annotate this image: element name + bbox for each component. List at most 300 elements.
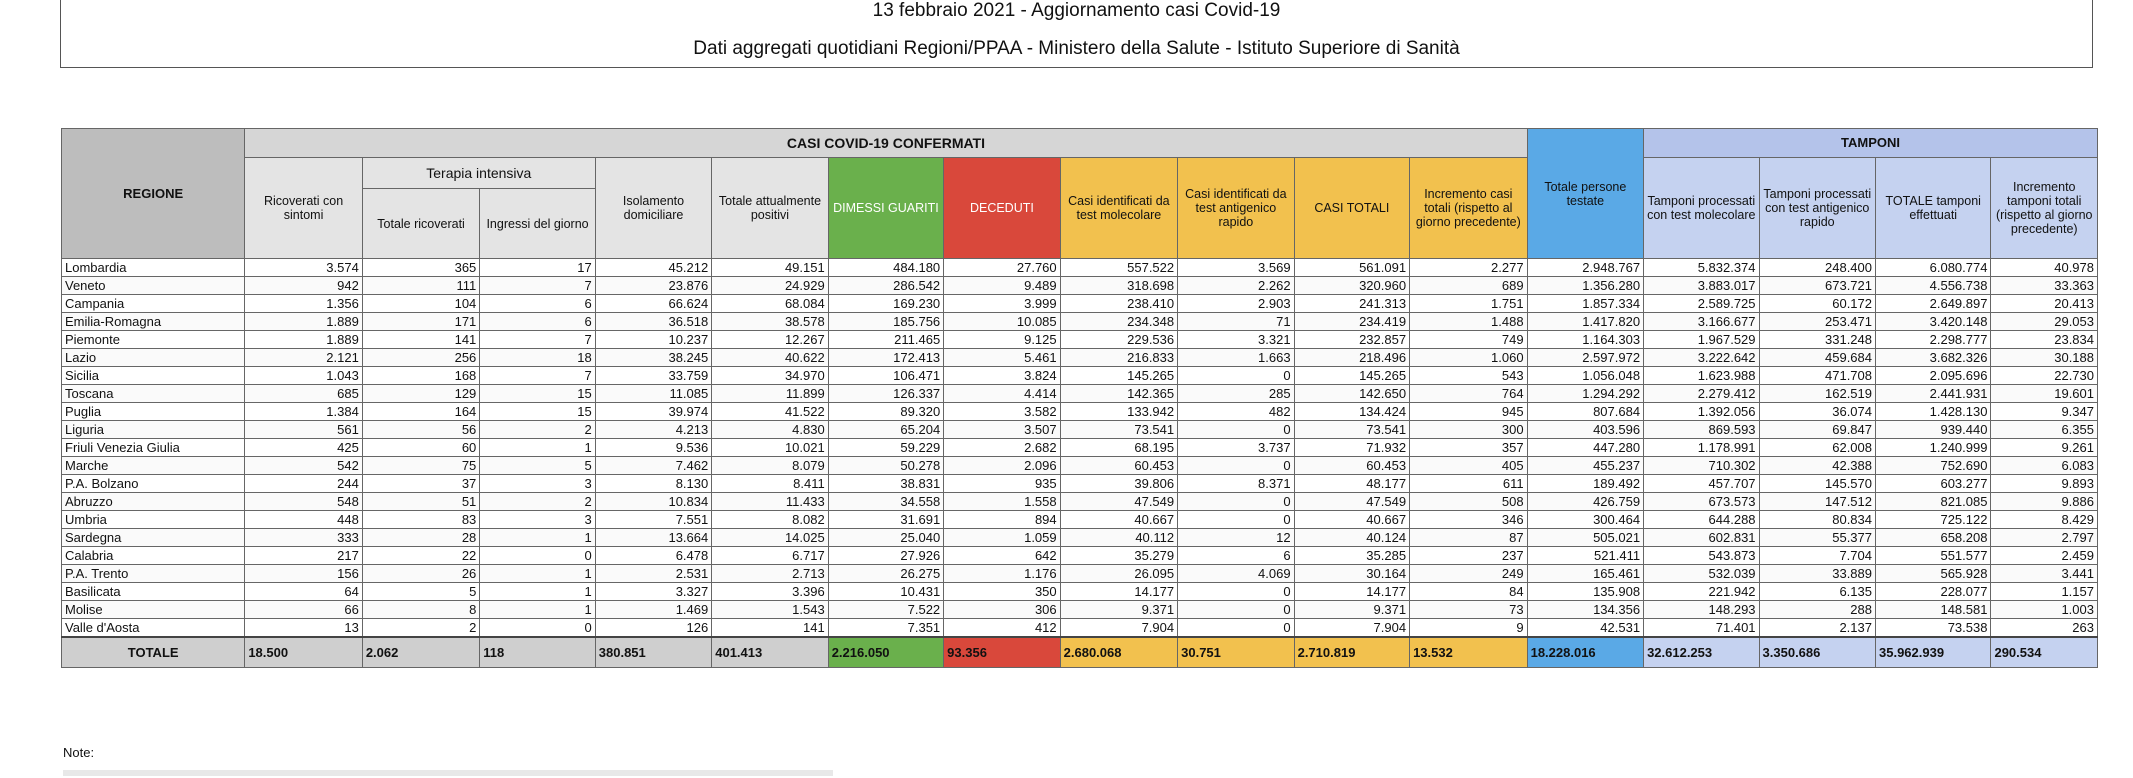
cell-ingressi-giorno: 3: [480, 475, 595, 493]
header-tamponi-totale: TOTALE tamponi effettuati: [1876, 158, 1991, 259]
cell-dimessi-guariti: 7.351: [828, 619, 943, 638]
cell-casi-molecolare: 238.410: [1060, 295, 1177, 313]
cell-incremento-casi: 87: [1410, 529, 1528, 547]
cell-tamponi-antigenico: 471.708: [1759, 367, 1875, 385]
cell-ricoverati: 13: [245, 619, 362, 638]
cell-casi-totali: 73.541: [1294, 421, 1409, 439]
cell-dimessi-guariti: 31.691: [828, 511, 943, 529]
cell-tamponi-antigenico: 145.570: [1759, 475, 1875, 493]
cell-terapia-intensiva: 2: [362, 619, 479, 638]
cell-casi-totali: 232.857: [1294, 331, 1409, 349]
cell-casi-totali: 561.091: [1294, 259, 1409, 277]
cell-terapia-intensiva: 8: [362, 601, 479, 619]
cell-casi-molecolare: 73.541: [1060, 421, 1177, 439]
cell-tamponi-incremento: 23.834: [1991, 331, 2098, 349]
cell-region-name: Veneto: [62, 277, 245, 295]
header-isolamento: Isolamento domiciliare: [595, 158, 711, 259]
cell-totale-positivi: 11.899: [712, 385, 828, 403]
header-dimessi-guariti: DIMESSI GUARITI: [828, 158, 943, 259]
cell-deceduti: 1.558: [944, 493, 1060, 511]
cell-incremento-casi: 1.060: [1410, 349, 1528, 367]
cell-tamponi-molecolare: 543.873: [1644, 547, 1759, 565]
cell-casi-antigenico: 71: [1178, 313, 1294, 331]
cell-ingressi-giorno: 1: [480, 565, 595, 583]
table-row: [62, 619, 2098, 638]
cell-terapia-intensiva: 129: [362, 385, 479, 403]
table-row: [62, 295, 2098, 313]
cell-region-name: Toscana: [62, 385, 245, 403]
cell-casi-antigenico: 3.737: [1178, 439, 1294, 457]
cell-ingressi-giorno: 6: [480, 313, 595, 331]
cell-isolamento: 33.759: [595, 367, 711, 385]
cell-persone-testate: 1.356.280: [1527, 277, 1643, 295]
cell-region-name: P.A. Trento: [62, 565, 245, 583]
cell-tamponi-antigenico: 80.834: [1759, 511, 1875, 529]
table-row: [62, 529, 2098, 547]
cell-region-name: P.A. Bolzano: [62, 475, 245, 493]
cell-terapia-intensiva: 22: [362, 547, 479, 565]
cell-ingressi-giorno: 1: [480, 601, 595, 619]
cell-casi-totali: 35.285: [1294, 547, 1409, 565]
cell-region-name: Sicilia: [62, 367, 245, 385]
cell-ingressi-giorno: 2: [480, 493, 595, 511]
header-tamponi: TAMPONI: [1644, 129, 2098, 158]
cell-casi-totali: 14.177: [1294, 583, 1409, 601]
cell-region-name: Marche: [62, 457, 245, 475]
table-row: [62, 547, 2098, 565]
table-row: [62, 475, 2098, 493]
cell-ingressi-giorno: 1: [480, 583, 595, 601]
cell-deceduti: 5.461: [944, 349, 1060, 367]
table-row: [62, 457, 2098, 475]
cell-ricoverati: 1.356: [245, 295, 362, 313]
cell-deceduti: 10.085: [944, 313, 1060, 331]
cell-incremento-casi: 249: [1410, 565, 1528, 583]
cell-tamponi-antigenico: 33.889: [1759, 565, 1875, 583]
cell-ricoverati: 2.121: [245, 349, 362, 367]
cell-ricoverati: 333: [245, 529, 362, 547]
cell-casi-molecolare: 39.806: [1060, 475, 1177, 493]
header-terapia-intensiva: Terapia intensiva: [362, 158, 595, 189]
cell-ricoverati: 3.574: [245, 259, 362, 277]
cell-isolamento: 23.876: [595, 277, 711, 295]
cell-ingressi-giorno: 15: [480, 385, 595, 403]
cell-casi-antigenico: 1.663: [1178, 349, 1294, 367]
cell-tamponi-antigenico: 673.721: [1759, 277, 1875, 295]
cell-deceduti: 3.999: [944, 295, 1060, 313]
header-tamponi-incremento: Incremento tamponi totali (rispetto al giorno precedente): [1991, 158, 2098, 259]
cell-tamponi-molecolare: 3.222.642: [1644, 349, 1759, 367]
cell-casi-antigenico: 0: [1178, 619, 1294, 638]
cell-tamponi-totale: 1.428.130: [1876, 403, 1991, 421]
cell-ingressi-giorno: 0: [480, 547, 595, 565]
cell-casi-totali: 241.313: [1294, 295, 1409, 313]
cell-isolamento: 126: [595, 619, 711, 638]
total-deceduti: 93.356: [944, 637, 1060, 668]
cell-casi-antigenico: 4.069: [1178, 565, 1294, 583]
cell-totale-positivi: 12.267: [712, 331, 828, 349]
cell-tamponi-incremento: 9.347: [1991, 403, 2098, 421]
table-row: [62, 349, 2098, 367]
cell-totale-positivi: 1.543: [712, 601, 828, 619]
total-ingressi: 118: [480, 637, 595, 668]
cell-ingressi-giorno: 3: [480, 511, 595, 529]
cell-tamponi-molecolare: 71.401: [1644, 619, 1759, 638]
cell-totale-positivi: 14.025: [712, 529, 828, 547]
cell-terapia-intensiva: 111: [362, 277, 479, 295]
cell-casi-totali: 40.124: [1294, 529, 1409, 547]
cell-tamponi-totale: 821.085: [1876, 493, 1991, 511]
cell-tamponi-incremento: 9.261: [1991, 439, 2098, 457]
cell-deceduti: 412: [944, 619, 1060, 638]
cell-casi-antigenico: 0: [1178, 457, 1294, 475]
cell-tamponi-antigenico: 248.400: [1759, 259, 1875, 277]
cell-dimessi-guariti: 65.204: [828, 421, 943, 439]
cell-casi-molecolare: 142.365: [1060, 385, 1177, 403]
cell-casi-molecolare: 229.536: [1060, 331, 1177, 349]
cell-tamponi-totale: 565.928: [1876, 565, 1991, 583]
total-label: TOTALE: [62, 637, 245, 668]
cell-region-name: Calabria: [62, 547, 245, 565]
cell-incremento-casi: 1.751: [1410, 295, 1528, 313]
cell-tamponi-molecolare: 5.832.374: [1644, 259, 1759, 277]
cell-tamponi-antigenico: 62.008: [1759, 439, 1875, 457]
cell-tamponi-molecolare: 1.392.056: [1644, 403, 1759, 421]
cell-terapia-intensiva: 26: [362, 565, 479, 583]
cell-casi-totali: 40.667: [1294, 511, 1409, 529]
cell-dimessi-guariti: 27.926: [828, 547, 943, 565]
table-row: [62, 331, 2098, 349]
cell-isolamento: 38.245: [595, 349, 711, 367]
cell-tamponi-incremento: 6.083: [1991, 457, 2098, 475]
cell-tamponi-antigenico: 36.074: [1759, 403, 1875, 421]
cell-totale-positivi: 49.151: [712, 259, 828, 277]
cell-region-name: Lazio: [62, 349, 245, 367]
header-persone-testate: Totale persone testate: [1527, 129, 1643, 259]
cell-dimessi-guariti: 211.465: [828, 331, 943, 349]
cell-incremento-casi: 405: [1410, 457, 1528, 475]
cell-isolamento: 39.974: [595, 403, 711, 421]
cell-totale-positivi: 3.396: [712, 583, 828, 601]
cell-incremento-casi: 300: [1410, 421, 1528, 439]
cell-totale-positivi: 40.622: [712, 349, 828, 367]
cell-deceduti: 894: [944, 511, 1060, 529]
cell-persone-testate: 455.237: [1527, 457, 1643, 475]
total-incremento-casi: 13.532: [1410, 637, 1528, 668]
cell-casi-antigenico: 8.371: [1178, 475, 1294, 493]
cell-tamponi-incremento: 263: [1991, 619, 2098, 638]
cell-tamponi-totale: 2.298.777: [1876, 331, 1991, 349]
cell-tamponi-antigenico: 253.471: [1759, 313, 1875, 331]
header-casi-totali: CASI TOTALI: [1294, 158, 1409, 259]
cell-terapia-intensiva: 83: [362, 511, 479, 529]
report-subtitle: Dati aggregati quotidiani Regioni/PPAA - Ministero della Salute - Istituto Superiore di Sanità: [693, 38, 1460, 59]
cell-ingressi-giorno: 7: [480, 367, 595, 385]
report-header: [60, 0, 2093, 68]
cell-region-name: Piemonte: [62, 331, 245, 349]
cell-isolamento: 7.462: [595, 457, 711, 475]
cell-totale-positivi: 38.578: [712, 313, 828, 331]
cell-tamponi-molecolare: 3.166.677: [1644, 313, 1759, 331]
cell-tamponi-incremento: 1.157: [1991, 583, 2098, 601]
cell-ingressi-giorno: 6: [480, 295, 595, 313]
cell-incremento-casi: 508: [1410, 493, 1528, 511]
cell-ricoverati: 561: [245, 421, 362, 439]
cell-incremento-casi: 9: [1410, 619, 1528, 638]
cell-casi-molecolare: 26.095: [1060, 565, 1177, 583]
cell-casi-molecolare: 35.279: [1060, 547, 1177, 565]
cell-casi-antigenico: 0: [1178, 421, 1294, 439]
cell-tamponi-incremento: 19.601: [1991, 385, 2098, 403]
cell-terapia-intensiva: 51: [362, 493, 479, 511]
cell-casi-molecolare: 145.265: [1060, 367, 1177, 385]
cell-incremento-casi: 2.277: [1410, 259, 1528, 277]
table-row: [62, 259, 2098, 277]
cell-incremento-casi: 346: [1410, 511, 1528, 529]
cell-casi-totali: 48.177: [1294, 475, 1409, 493]
cell-tamponi-molecolare: 710.302: [1644, 457, 1759, 475]
cell-tamponi-antigenico: 69.847: [1759, 421, 1875, 439]
cell-ingressi-giorno: 7: [480, 331, 595, 349]
cell-persone-testate: 1.857.334: [1527, 295, 1643, 313]
cell-ingressi-giorno: 0: [480, 619, 595, 638]
cell-casi-molecolare: 60.453: [1060, 457, 1177, 475]
cell-terapia-intensiva: 37: [362, 475, 479, 493]
cell-terapia-intensiva: 141: [362, 331, 479, 349]
cell-isolamento: 13.664: [595, 529, 711, 547]
header-ingressi-giorno: Ingressi del giorno: [480, 189, 595, 259]
cell-incremento-casi: 945: [1410, 403, 1528, 421]
cell-ingressi-giorno: 7: [480, 277, 595, 295]
cell-casi-totali: 145.265: [1294, 367, 1409, 385]
cell-isolamento: 2.531: [595, 565, 711, 583]
cell-persone-testate: 134.356: [1527, 601, 1643, 619]
table-row: [62, 583, 2098, 601]
cell-persone-testate: 1.164.303: [1527, 331, 1643, 349]
table-body: [62, 259, 2098, 638]
cell-tamponi-antigenico: 162.519: [1759, 385, 1875, 403]
covid-data-table: [61, 128, 2098, 668]
cell-incremento-casi: 357: [1410, 439, 1528, 457]
cell-tamponi-antigenico: 288: [1759, 601, 1875, 619]
cell-tamponi-incremento: 20.413: [1991, 295, 2098, 313]
cell-casi-antigenico: 2.903: [1178, 295, 1294, 313]
notes-label: Note:: [63, 745, 95, 760]
cell-casi-antigenico: 6: [1178, 547, 1294, 565]
cell-casi-antigenico: 0: [1178, 511, 1294, 529]
table-row: [62, 367, 2098, 385]
cell-tamponi-antigenico: 6.135: [1759, 583, 1875, 601]
cell-casi-totali: 234.419: [1294, 313, 1409, 331]
cell-deceduti: 3.582: [944, 403, 1060, 421]
cell-deceduti: 9.489: [944, 277, 1060, 295]
cell-casi-molecolare: 133.942: [1060, 403, 1177, 421]
cell-dimessi-guariti: 38.831: [828, 475, 943, 493]
cell-isolamento: 6.478: [595, 547, 711, 565]
cell-terapia-intensiva: 256: [362, 349, 479, 367]
cell-region-name: Umbria: [62, 511, 245, 529]
cell-isolamento: 7.551: [595, 511, 711, 529]
cell-terapia-intensiva: 104: [362, 295, 479, 313]
header-ricoverati: Ricoverati con sintomi: [245, 158, 362, 259]
cell-region-name: Emilia-Romagna: [62, 313, 245, 331]
cell-isolamento: 36.518: [595, 313, 711, 331]
cell-dimessi-guariti: 172.413: [828, 349, 943, 367]
total-tamponi-totale: 35.962.939: [1876, 637, 1991, 668]
cell-incremento-casi: 749: [1410, 331, 1528, 349]
cell-ricoverati: 448: [245, 511, 362, 529]
cell-dimessi-guariti: 169.230: [828, 295, 943, 313]
cell-ricoverati: 425: [245, 439, 362, 457]
report-title: 13 febbraio 2021 - Aggiornamento casi Covid-19: [872, 0, 1281, 21]
cell-terapia-intensiva: 5: [362, 583, 479, 601]
cell-incremento-casi: 543: [1410, 367, 1528, 385]
cell-deceduti: 3.507: [944, 421, 1060, 439]
cell-terapia-intensiva: 75: [362, 457, 479, 475]
cell-tamponi-totale: 3.420.148: [1876, 313, 1991, 331]
total-casi-antigenico: 30.751: [1178, 637, 1294, 668]
total-casi-molecolare: 2.680.068: [1060, 637, 1177, 668]
cell-tamponi-molecolare: 2.279.412: [1644, 385, 1759, 403]
cell-isolamento: 11.085: [595, 385, 711, 403]
cell-casi-totali: 47.549: [1294, 493, 1409, 511]
cell-deceduti: 642: [944, 547, 1060, 565]
header-casi-confermati: CASI COVID-19 CONFERMATI: [245, 129, 1527, 158]
cell-tamponi-incremento: 40.978: [1991, 259, 2098, 277]
cell-tamponi-antigenico: 331.248: [1759, 331, 1875, 349]
cell-ricoverati: 548: [245, 493, 362, 511]
table-row: [62, 565, 2098, 583]
cell-incremento-casi: 237: [1410, 547, 1528, 565]
cell-ricoverati: 1.889: [245, 331, 362, 349]
cell-persone-testate: 189.492: [1527, 475, 1643, 493]
cell-isolamento: 1.469: [595, 601, 711, 619]
table-row: [62, 493, 2098, 511]
cell-ricoverati: 1.384: [245, 403, 362, 421]
cell-region-name: Sardegna: [62, 529, 245, 547]
cell-region-name: Abruzzo: [62, 493, 245, 511]
header-tamponi-molecolare: Tamponi processati con test molecolare: [1644, 158, 1759, 259]
cell-tamponi-totale: 4.556.738: [1876, 277, 1991, 295]
cell-dimessi-guariti: 89.320: [828, 403, 943, 421]
cell-ricoverati: 1.889: [245, 313, 362, 331]
cell-persone-testate: 1.294.292: [1527, 385, 1643, 403]
total-tamponi-incremento: 290.534: [1991, 637, 2098, 668]
table-row: [62, 277, 2098, 295]
cell-persone-testate: 135.908: [1527, 583, 1643, 601]
cell-tamponi-totale: 2.441.931: [1876, 385, 1991, 403]
cell-deceduti: 350: [944, 583, 1060, 601]
cell-tamponi-antigenico: 7.704: [1759, 547, 1875, 565]
total-casi-totali: 2.710.819: [1294, 637, 1409, 668]
cell-totale-positivi: 34.970: [712, 367, 828, 385]
total-persone-testate: 18.228.016: [1527, 637, 1643, 668]
cell-casi-totali: 60.453: [1294, 457, 1409, 475]
cell-casi-antigenico: 0: [1178, 367, 1294, 385]
cell-isolamento: 9.536: [595, 439, 711, 457]
cell-terapia-intensiva: 56: [362, 421, 479, 439]
cell-ricoverati: 942: [245, 277, 362, 295]
cell-tamponi-incremento: 6.355: [1991, 421, 2098, 439]
cell-casi-totali: 320.960: [1294, 277, 1409, 295]
cell-isolamento: 4.213: [595, 421, 711, 439]
cell-tamponi-antigenico: 55.377: [1759, 529, 1875, 547]
cell-casi-molecolare: 318.698: [1060, 277, 1177, 295]
cell-casi-molecolare: 14.177: [1060, 583, 1177, 601]
cell-tamponi-molecolare: 3.883.017: [1644, 277, 1759, 295]
cell-totale-positivi: 8.411: [712, 475, 828, 493]
cell-casi-antigenico: 0: [1178, 601, 1294, 619]
cell-tamponi-incremento: 2.459: [1991, 547, 2098, 565]
cell-tamponi-incremento: 8.429: [1991, 511, 2098, 529]
cell-tamponi-incremento: 1.003: [1991, 601, 2098, 619]
cell-region-name: Puglia: [62, 403, 245, 421]
cell-totale-positivi: 8.079: [712, 457, 828, 475]
cell-totale-positivi: 141: [712, 619, 828, 638]
header-casi-antigenico: Casi identificati da test antigenico rapido: [1178, 158, 1294, 259]
cell-tamponi-totale: 73.538: [1876, 619, 1991, 638]
cell-casi-totali: 30.164: [1294, 565, 1409, 583]
cell-tamponi-incremento: 9.893: [1991, 475, 2098, 493]
cell-region-name: Molise: [62, 601, 245, 619]
cell-casi-molecolare: 40.667: [1060, 511, 1177, 529]
cell-totale-positivi: 11.433: [712, 493, 828, 511]
cell-dimessi-guariti: 34.558: [828, 493, 943, 511]
total-positivi: 401.413: [712, 637, 828, 668]
cell-casi-antigenico: 3.321: [1178, 331, 1294, 349]
cell-casi-molecolare: 47.549: [1060, 493, 1177, 511]
header-regione: REGIONE: [62, 129, 245, 259]
cell-ricoverati: 685: [245, 385, 362, 403]
total-tamponi-antigenico: 3.350.686: [1759, 637, 1875, 668]
cell-deceduti: 4.414: [944, 385, 1060, 403]
cell-totale-positivi: 10.021: [712, 439, 828, 457]
cell-casi-totali: 218.496: [1294, 349, 1409, 367]
cell-tamponi-molecolare: 221.942: [1644, 583, 1759, 601]
cell-tamponi-molecolare: 2.589.725: [1644, 295, 1759, 313]
cell-terapia-intensiva: 168: [362, 367, 479, 385]
cell-tamponi-totale: 551.577: [1876, 547, 1991, 565]
cell-ingressi-giorno: 1: [480, 439, 595, 457]
cell-casi-antigenico: 12: [1178, 529, 1294, 547]
cell-persone-testate: 1.417.820: [1527, 313, 1643, 331]
cell-deceduti: 1.059: [944, 529, 1060, 547]
cell-deceduti: 1.176: [944, 565, 1060, 583]
table-row: [62, 385, 2098, 403]
cell-tamponi-molecolare: 1.967.529: [1644, 331, 1759, 349]
cell-tamponi-antigenico: 459.684: [1759, 349, 1875, 367]
cell-ingressi-giorno: 5: [480, 457, 595, 475]
cell-deceduti: 2.096: [944, 457, 1060, 475]
cell-casi-antigenico: 2.262: [1178, 277, 1294, 295]
cell-incremento-casi: 1.488: [1410, 313, 1528, 331]
header-totale-ricoverati: Totale ricoverati: [362, 189, 479, 259]
cell-tamponi-totale: 725.122: [1876, 511, 1991, 529]
cell-tamponi-molecolare: 602.831: [1644, 529, 1759, 547]
cell-persone-testate: 426.759: [1527, 493, 1643, 511]
cell-deceduti: 9.125: [944, 331, 1060, 349]
cell-tamponi-antigenico: 60.172: [1759, 295, 1875, 313]
cell-ingressi-giorno: 1: [480, 529, 595, 547]
cell-totale-positivi: 8.082: [712, 511, 828, 529]
cell-casi-totali: 7.904: [1294, 619, 1409, 638]
cell-persone-testate: 300.464: [1527, 511, 1643, 529]
cell-tamponi-totale: 752.690: [1876, 457, 1991, 475]
cell-deceduti: 27.760: [944, 259, 1060, 277]
cell-casi-molecolare: 234.348: [1060, 313, 1177, 331]
cell-tamponi-molecolare: 148.293: [1644, 601, 1759, 619]
cell-tamponi-incremento: 29.053: [1991, 313, 2098, 331]
